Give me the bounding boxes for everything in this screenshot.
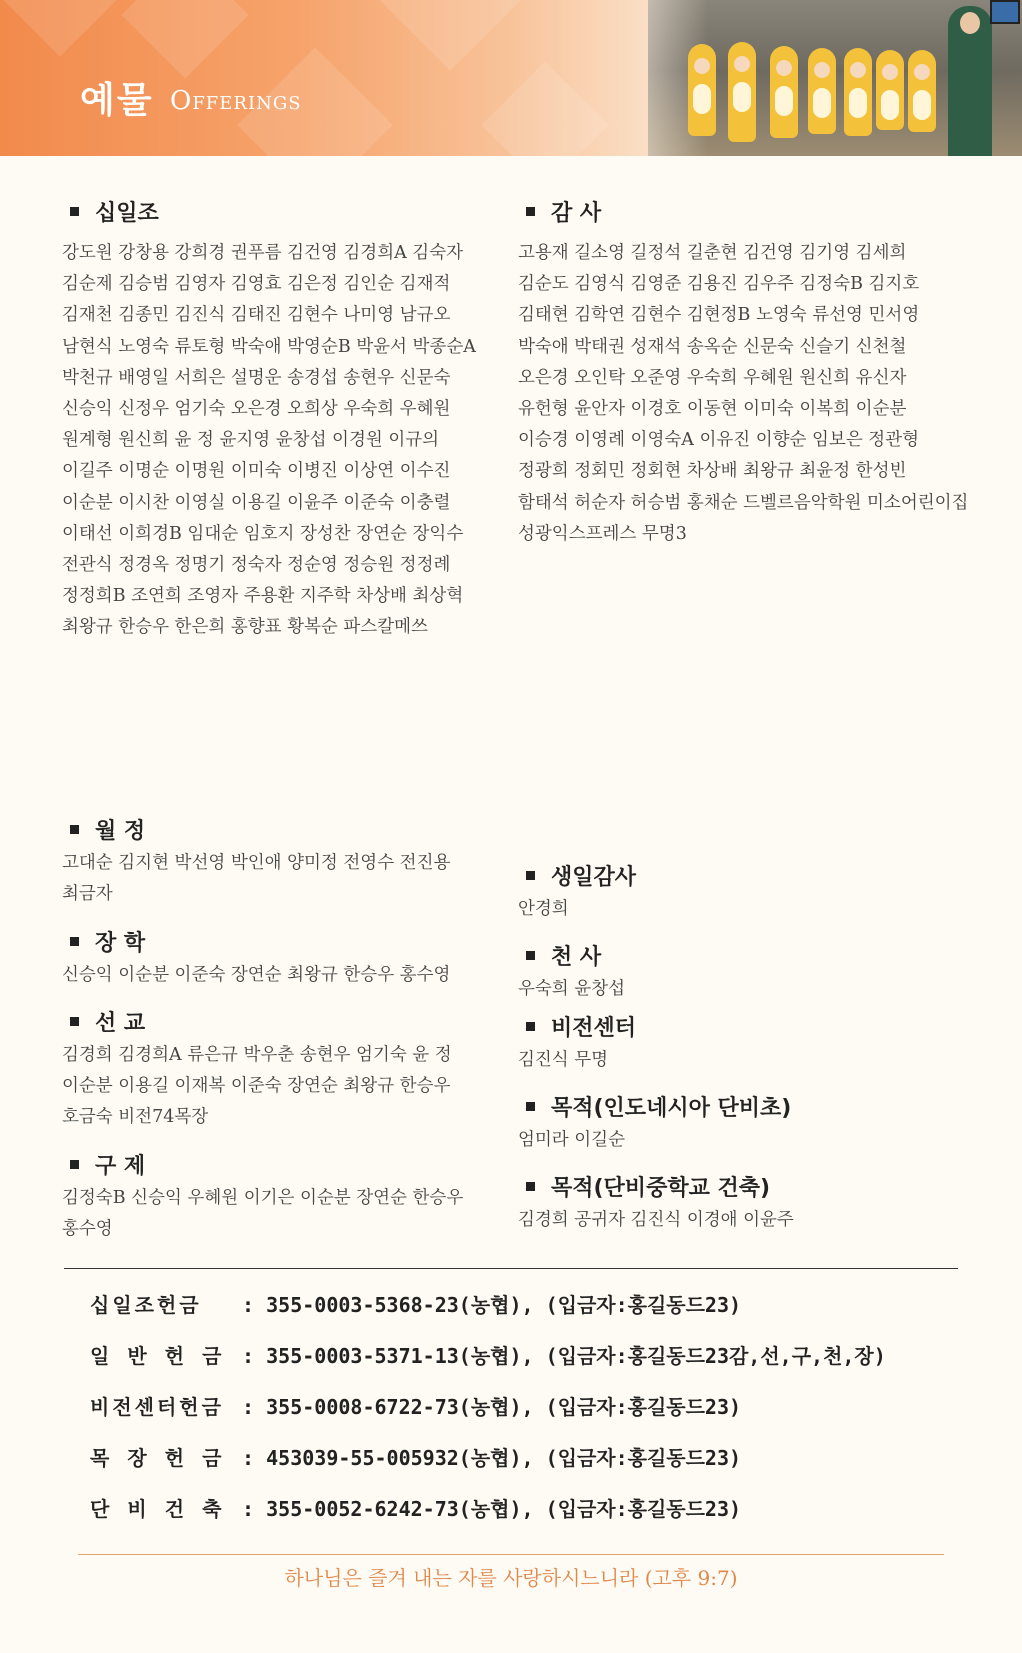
section-title: 목적(인도네시아 단비초) xyxy=(551,1095,792,1121)
square-bullet-icon xyxy=(526,1182,535,1191)
name-list: 안경희 xyxy=(518,899,569,919)
account-row: 단 비 건 축 : 355-0052-6242-73(농협), (입금자:홍길동드23) xyxy=(90,1497,742,1521)
account-row: 십일조헌금 : 355-0003-5368-23(농협), (입금자:홍길동드23) xyxy=(90,1293,742,1317)
account-row: 일 반 헌 금 : 355-0003-5371-13(농협), (입금자:홍길동드23감,선,구,천,장) xyxy=(90,1344,886,1368)
name-list: 고대순 김지현 박선영 박인애 양미정 전영수 전진용 최금자 xyxy=(62,853,451,905)
square-bullet-icon xyxy=(70,1017,79,1026)
square-bullet-icon xyxy=(70,207,79,216)
header-banner xyxy=(0,0,1022,156)
section-title: 생일감사 xyxy=(551,864,637,890)
section-title: 구 제 xyxy=(95,1153,146,1179)
section-mission xyxy=(62,1006,502,1134)
square-bullet-icon xyxy=(526,207,535,216)
name-list: 고용재 길소영 길정석 길춘현 김건영 김기영 김세희 김순도 김영식 김영준 김용진 김우주 김정숙B 김지호 김태현 김학연 김현수 김현정B 노영숙 류선영 민서영 박숙애 박태권 성재석 송옥순 신문숙 신슬기 신천철 오은경 오인탁 오준영 우숙희 우혜원 원신희 유신자 유헌형 윤안자 이경호 이동현 이미숙 이복희 이순분 이승경 이영례 이영숙A 이유진 이향순 임보은 정관형 정광희 정회민 정회현 차상배 최왕규 최윤정 한성빈 함태석 허순자 허승범 홍채순 드벨르음악학원 미소어린이집 성광익스프레스 무명3 xyxy=(518,243,969,544)
name-list: 강도원 강창용 강희경 권푸름 김건영 김경희A 김숙자 김순제 김승범 김영자 김영효 김은정 김인순 김재적 김재천 김종민 김진식 김태진 김현수 나미영 남규오 남현식 노영숙 류토형 박숙애 박영순B 박윤서 박종순A 박천규 배영일 서희은 설명운 송경섭 송현우 신문숙 신승익 신정우 엄기숙 오은경 오희상 우숙희 우혜원 원계형 원신희 윤 정 윤지영 윤창섭 이경원 이규의 이길주 이명순 이명원 이미숙 이병진 이상연 이수진 이순분 이시찬 이영실 이용길 이윤주 이준숙 이충렬 이태선 이희경B 임대순 임호지 장성찬 장연순 장익수 전관식 정경옥 정명기 정숙자 정순영 정승원 정정례 정정희B 조연희 조영자 주용환 지주학 차상배 최상혁 최왕규 한승우 한은희 홍향표 황복순 파스칼메쓰 xyxy=(62,243,476,638)
section-title: 목적(단비중학교 건축) xyxy=(551,1175,771,1201)
square-bullet-icon xyxy=(70,937,79,946)
section-birthday xyxy=(518,860,978,925)
section-monthly xyxy=(62,814,502,910)
screen-icon xyxy=(990,0,1020,24)
footer-divider xyxy=(78,1554,944,1555)
square-bullet-icon xyxy=(526,1022,535,1031)
section-heaven xyxy=(518,940,978,1005)
page-title: 예물 xyxy=(80,80,154,121)
square-bullet-icon xyxy=(70,1160,79,1169)
section-vision-center xyxy=(518,1011,978,1076)
section-scholarship xyxy=(62,926,502,991)
name-list: 우숙희 윤창섭 xyxy=(518,979,625,999)
square-bullet-icon xyxy=(526,1102,535,1111)
children-performance-photo xyxy=(648,0,1022,156)
account-row: 목 장 헌 금 : 453039-55-005932(농협), (입금자:홍길동드23) xyxy=(90,1446,742,1470)
name-list: 김정숙B 신승익 우혜원 이기은 이순분 장연순 한승우 홍수영 xyxy=(62,1188,464,1240)
section-relief xyxy=(62,1149,502,1245)
section-indonesia xyxy=(518,1091,978,1156)
section-title: 비전센터 xyxy=(551,1015,637,1041)
name-list: 김경희 공귀자 김진식 이경애 이윤주 xyxy=(518,1210,794,1230)
square-bullet-icon xyxy=(70,825,79,834)
section-thanks xyxy=(518,196,978,550)
square-bullet-icon xyxy=(526,871,535,880)
name-list: 엄미라 이길순 xyxy=(518,1130,625,1150)
page-title-english: Offerings xyxy=(170,86,302,116)
name-list: 김경희 김경희A 류은규 박우춘 송현우 엄기숙 윤 정 이순분 이용길 이재복 이준숙 장연순 최왕규 한승우 호금숙 비전74목장 xyxy=(62,1045,452,1128)
account-row: 비전센터헌금 : 355-0008-6722-73(농협), (입금자:홍길동드23) xyxy=(90,1395,742,1419)
section-tithe xyxy=(62,196,502,644)
bible-verse: 하나님은 즐겨 내는 자를 사랑하시느니라 (고후 9:7) xyxy=(284,1566,738,1590)
section-title: 선 교 xyxy=(95,1010,146,1036)
section-title: 십일조 xyxy=(95,200,159,226)
section-title: 장 학 xyxy=(95,930,146,956)
divider xyxy=(64,1268,958,1269)
name-list: 신승익 이순분 이준숙 장연순 최왕규 한승우 홍수영 xyxy=(62,965,451,985)
square-bullet-icon xyxy=(526,951,535,960)
section-school-building xyxy=(518,1171,978,1236)
name-list: 김진식 무명 xyxy=(518,1050,609,1070)
section-title: 감 사 xyxy=(551,200,602,226)
section-title: 월 정 xyxy=(95,818,146,844)
account-list xyxy=(90,1290,990,1545)
section-title: 천 사 xyxy=(551,944,602,970)
